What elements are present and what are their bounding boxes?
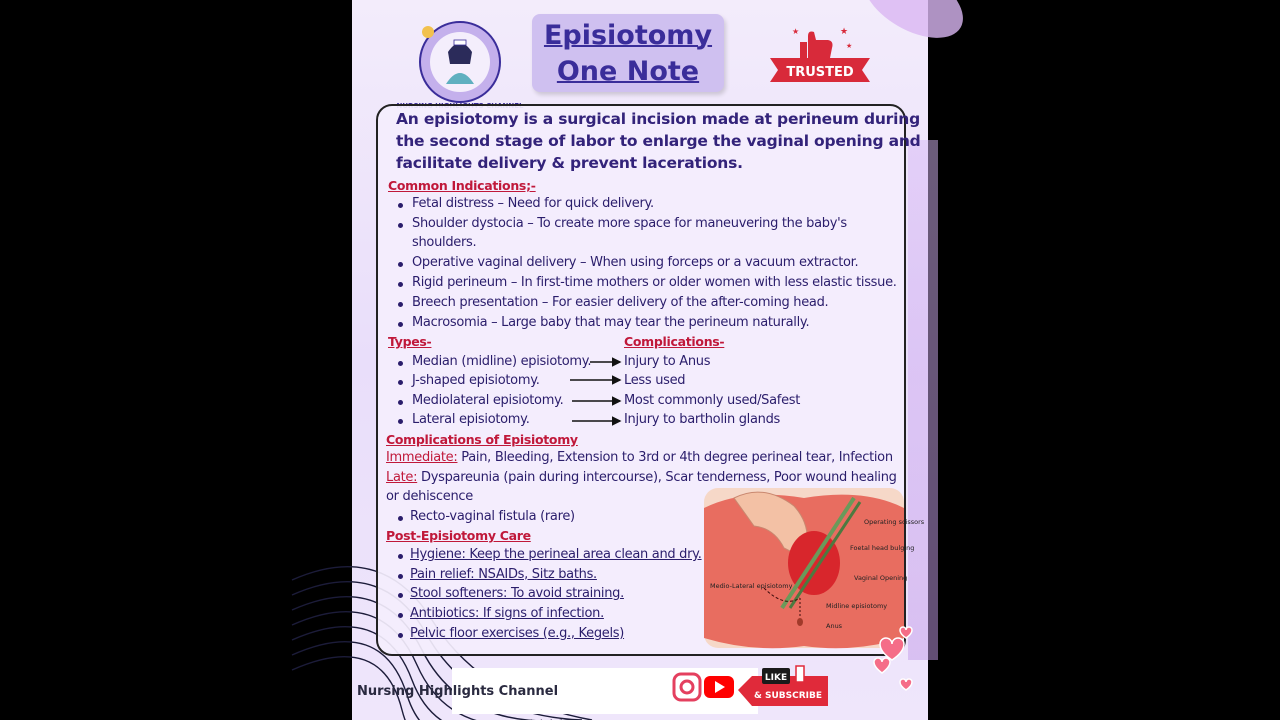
type-item: Median (midline) episiotomy.: [412, 354, 592, 369]
indication-item: Shoulder dystocia – To create more space for maneuvering the baby's: [412, 216, 847, 231]
indication-item: Operative vaginal delivery – When using forceps or a vacuum extractor.: [412, 255, 859, 270]
bullet: [398, 361, 403, 366]
label-foetal-head: Foetal head bulging: [850, 544, 915, 552]
indication-item: Rigid perineum – In first-time mothers or older women with less elastic tissue.: [412, 275, 897, 290]
bullet: [398, 203, 403, 208]
svg-text:TRUSTED: TRUSTED: [786, 65, 854, 80]
immediate-complications: [386, 450, 893, 465]
label-anus: Anus: [826, 622, 843, 630]
complications-heading: Complications of Episiotomy: [386, 432, 578, 447]
bullet: [398, 380, 403, 385]
poster: [352, 0, 928, 720]
intro-line-2: the second stage of labor to enlarge the vaginal opening and: [396, 132, 921, 150]
title-line-1: Episiotomy: [543, 20, 713, 51]
indication-item: Fetal distress – Need for quick delivery.: [412, 196, 654, 211]
late-complications-cont: or dehiscence: [386, 489, 473, 504]
late-complications: [386, 470, 897, 485]
type-item: Lateral episiotomy.: [412, 412, 530, 427]
label-operating-scissors: Operating scissors: [864, 518, 925, 526]
type-item: J-shaped episiotomy.: [412, 373, 540, 388]
bullet: [398, 613, 403, 618]
type-complication: Most commonly used/Safest: [624, 393, 801, 408]
content-card: [376, 104, 925, 656]
type-complication: Injury to bartholin glands: [624, 412, 781, 427]
title-line-2: One Note: [556, 56, 700, 87]
bullet: [398, 322, 403, 327]
late-text: Dyspareunia (pain during intercourse), Scar tenderness, Poor wound healing: [417, 470, 897, 485]
bullet: [398, 223, 403, 228]
care-item: Stool softeners: To avoid straining.: [410, 586, 624, 601]
bullet: [398, 516, 403, 521]
svg-text:★: ★: [840, 27, 849, 37]
trusted-badge: [770, 22, 870, 90]
bullet: [398, 593, 403, 598]
care-heading: Post-Episiotomy Care: [386, 528, 531, 543]
indications-heading: Common Indications;-: [388, 178, 536, 193]
immediate-text: Pain, Bleeding, Extension to 3rd or 4th degree perineal tear, Infection: [457, 450, 893, 465]
care-item: Antibiotics: If signs of infection.: [410, 606, 604, 621]
immediate-label: Immediate:: [386, 450, 458, 465]
bullet: [398, 574, 403, 579]
type-item: Mediolateral episiotomy.: [412, 393, 564, 408]
type-complications-heading: Complications-: [624, 334, 725, 349]
svg-text:LIKE: LIKE: [764, 673, 788, 683]
bullet: [398, 282, 403, 287]
care-item: Hygiene: Keep the perineal area clean and dry.: [410, 547, 702, 562]
svg-text:& SUBSCRIBE: & SUBSCRIBE: [753, 691, 823, 701]
svg-text:★: ★: [792, 27, 800, 36]
decor-stripe: [908, 140, 938, 660]
channel-logo: [410, 12, 510, 112]
bullet: [398, 554, 403, 559]
bullet: [398, 419, 403, 424]
bullet: [398, 262, 403, 267]
bullet: [398, 302, 403, 307]
intro-line-3: facilitate delivery & prevent lacerations.: [396, 154, 743, 172]
type-complication: Less used: [624, 373, 686, 388]
fistula-item: Recto-vaginal fistula (rare): [410, 509, 575, 524]
footer-channel-name: Nursing Highlights Channel: [357, 684, 559, 699]
type-complication: Injury to Anus: [624, 354, 711, 369]
care-item: Pelvic floor exercises (e.g., Kegels): [410, 626, 625, 641]
bullet: [398, 400, 403, 405]
hearts-decor: [870, 620, 920, 700]
bullet: [398, 633, 403, 638]
indication-item: Breech presentation – For easier delivery of the after-coming head.: [412, 295, 829, 310]
label-midline: Midline episiotomy: [826, 602, 888, 610]
title-box: [532, 14, 724, 92]
label-vaginal-opening: Vaginal Opening: [854, 574, 908, 582]
late-label: Late:: [386, 470, 418, 485]
intro-line-1: An episiotomy is a surgical incision made at perineum during: [396, 110, 920, 128]
svg-text:★: ★: [846, 42, 853, 50]
label-mediolateral: Medio-Lateral episiotomy: [710, 582, 793, 590]
indication-item-cont: shoulders.: [412, 235, 477, 250]
indication-item: Macrosomia – Large baby that may tear the perineum naturally.: [412, 315, 810, 330]
type-arrows: [568, 356, 628, 432]
types-heading: Types-: [388, 334, 432, 349]
care-item: Pain relief: NSAIDs, Sitz baths.: [410, 567, 597, 582]
